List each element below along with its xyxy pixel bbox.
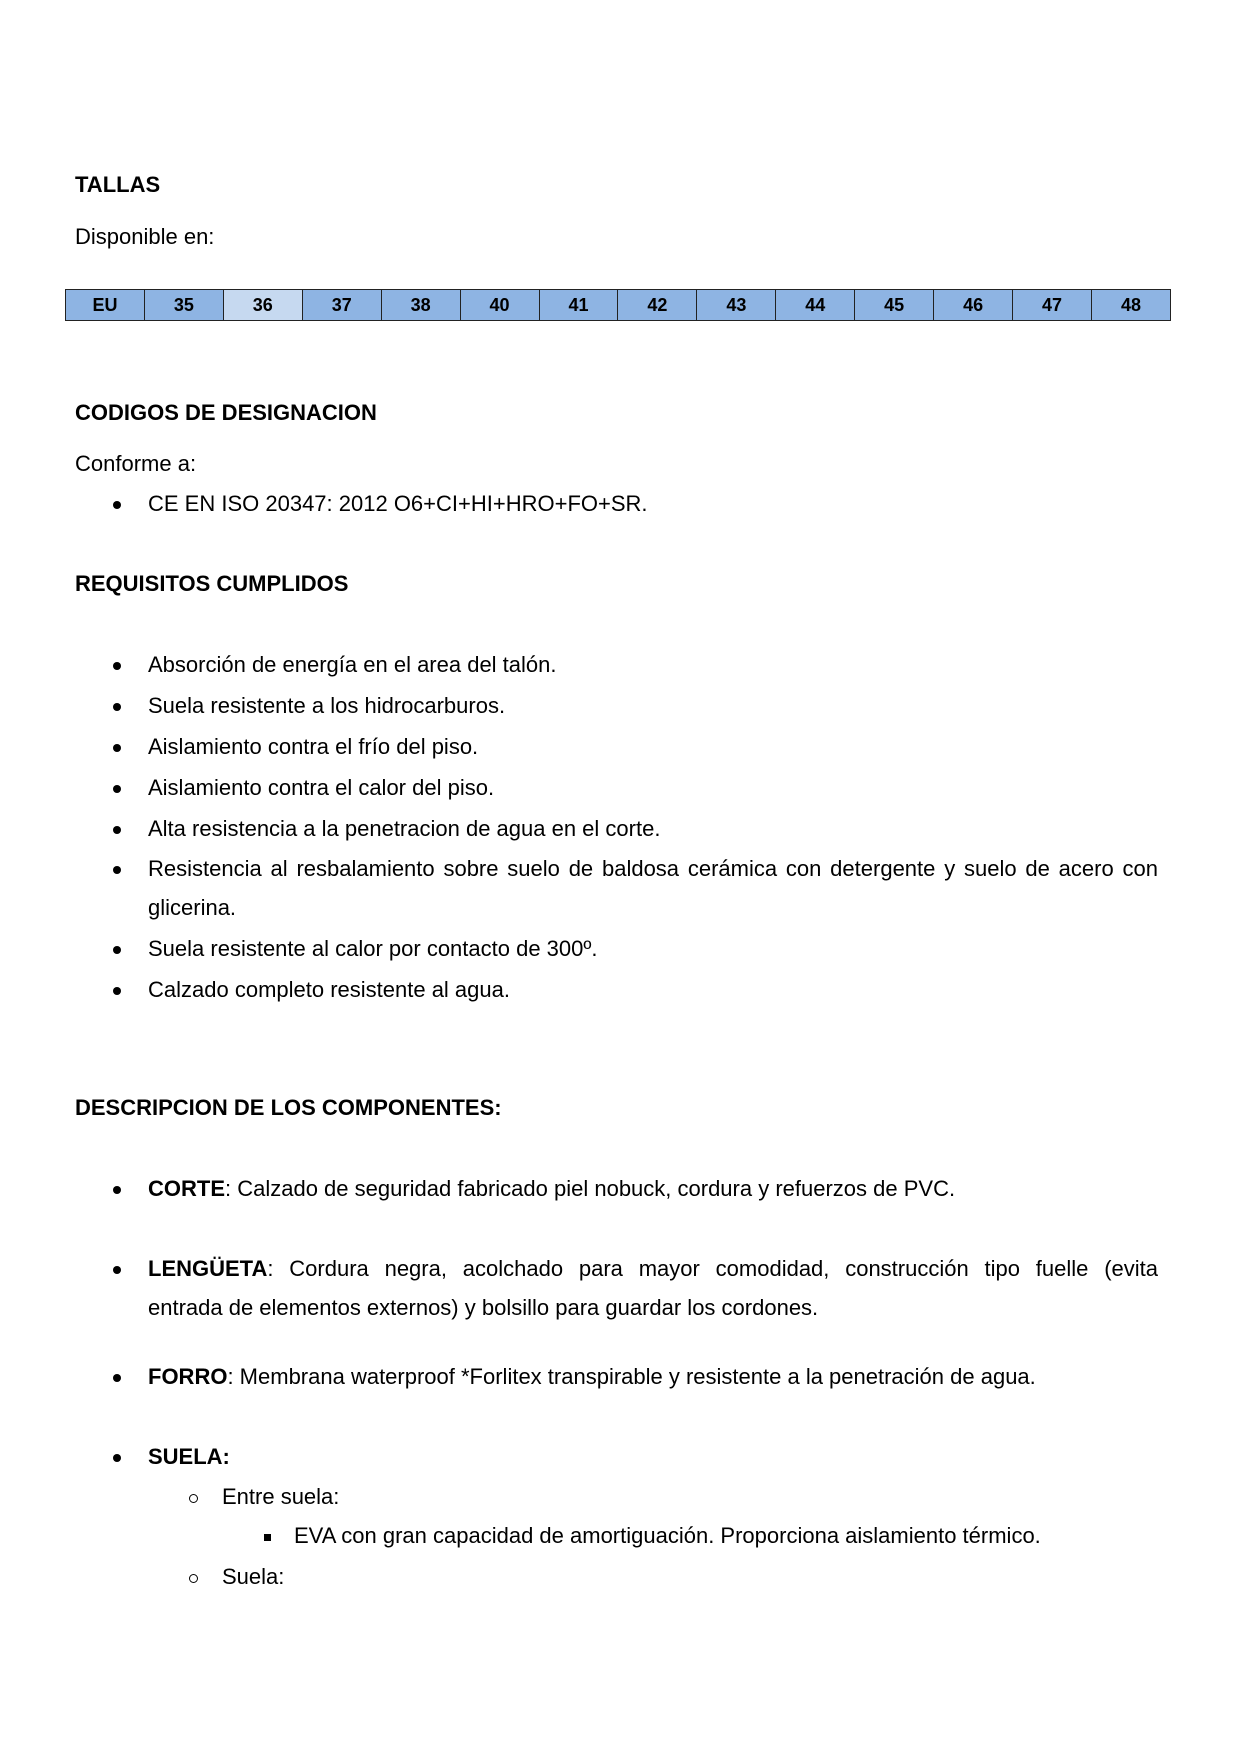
bullet-icon [113, 703, 121, 711]
suela-sub-label: Suela: [222, 1564, 285, 1589]
codigos-heading: CODIGOS DE DESIGNACION [75, 400, 377, 425]
corte-text: : Calzado de seguridad fabricado piel nobuck, cordura y refuerzos de PVC. [225, 1176, 956, 1201]
componente-corte [148, 1176, 955, 1202]
requisito-item: Suela resistente al calor por contacto de 300º. [148, 936, 598, 961]
bullet-icon [113, 662, 121, 670]
forro-label: FORRO [148, 1364, 228, 1389]
size-cell-eu: EU [66, 290, 145, 321]
size-cell: 35 [144, 290, 223, 321]
bullet-icon [113, 1266, 121, 1274]
bullet-icon [113, 744, 121, 752]
lengueta-continuation: entrada de elementos externos) y bolsillo para guardar los cordones. [148, 1295, 819, 1320]
bullet-icon [113, 946, 121, 954]
size-cell: 46 [934, 290, 1013, 321]
bullet-icon [113, 501, 121, 509]
requisito-item: Aislamiento contra el frío del piso. [148, 734, 479, 759]
size-cell: 48 [1091, 290, 1170, 321]
requisito-item-continuation: glicerina. [148, 895, 237, 920]
forro-text: : Membrana waterproof *Forlitex transpirable y resistente a la penetración de agua. [227, 1364, 1036, 1389]
bullet-icon [113, 1374, 121, 1382]
bullet-icon [113, 826, 121, 834]
lengueta-text: : Cordura negra, acolchado para mayor comodidad, construcción tipo fuelle (evita [267, 1256, 1158, 1281]
corte-label: CORTE [148, 1176, 225, 1201]
entre-suela-label: Entre suela: [222, 1484, 340, 1509]
sizes-table [65, 289, 1171, 321]
requisito-item: Resistencia al resbalamiento sobre suelo de baldosa cerámica con detergente y suelo de acero con [148, 856, 1158, 881]
size-cell: 43 [697, 290, 776, 321]
bullet-icon [113, 1454, 121, 1462]
requisito-item: Calzado completo resistente al agua. [148, 977, 510, 1002]
componente-forro [148, 1364, 1036, 1390]
size-cell: 41 [539, 290, 618, 321]
lengueta-label: LENGÜETA [148, 1256, 268, 1281]
size-cell: 40 [460, 290, 539, 321]
entre-suela-detail: EVA con gran capacidad de amortiguación. Proporciona aislamiento térmico. [294, 1523, 1041, 1548]
size-cell: 38 [381, 290, 460, 321]
codigos-item: CE EN ISO 20347: 2012 O6+CI+HI+HRO+FO+SR. [148, 491, 648, 516]
requisito-item: Aislamiento contra el calor del piso. [148, 775, 495, 800]
bullet-icon [113, 866, 121, 874]
suela-label: SUELA: [148, 1444, 230, 1469]
size-cell: 42 [618, 290, 697, 321]
componente-lengueta [148, 1256, 1158, 1282]
requisitos-heading: REQUISITOS CUMPLIDOS [75, 571, 349, 596]
requisito-item: Alta resistencia a la penetracion de agua en el corte. [148, 816, 661, 841]
requisito-item: Absorción de energía en el area del talón. [148, 652, 557, 677]
tallas-subtitle: Disponible en: [75, 224, 215, 249]
sizes-row [66, 290, 1171, 321]
codigos-intro: Conforme a: [75, 451, 197, 476]
size-cell: 47 [1013, 290, 1092, 321]
componente-suela [148, 1444, 230, 1470]
square-bullet-icon [264, 1534, 271, 1541]
circle-bullet-icon [189, 1574, 198, 1583]
tallas-heading: TALLAS [75, 172, 161, 197]
componentes-heading: DESCRIPCION DE LOS COMPONENTES: [75, 1095, 502, 1120]
size-cell: 45 [855, 290, 934, 321]
size-cell: 37 [302, 290, 381, 321]
circle-bullet-icon [189, 1494, 198, 1503]
size-cell: 36 [223, 290, 302, 321]
bullet-icon [113, 1186, 121, 1194]
size-cell: 44 [776, 290, 855, 321]
bullet-icon [113, 987, 121, 995]
bullet-icon [113, 785, 121, 793]
requisito-item: Suela resistente a los hidrocarburos. [148, 693, 506, 718]
